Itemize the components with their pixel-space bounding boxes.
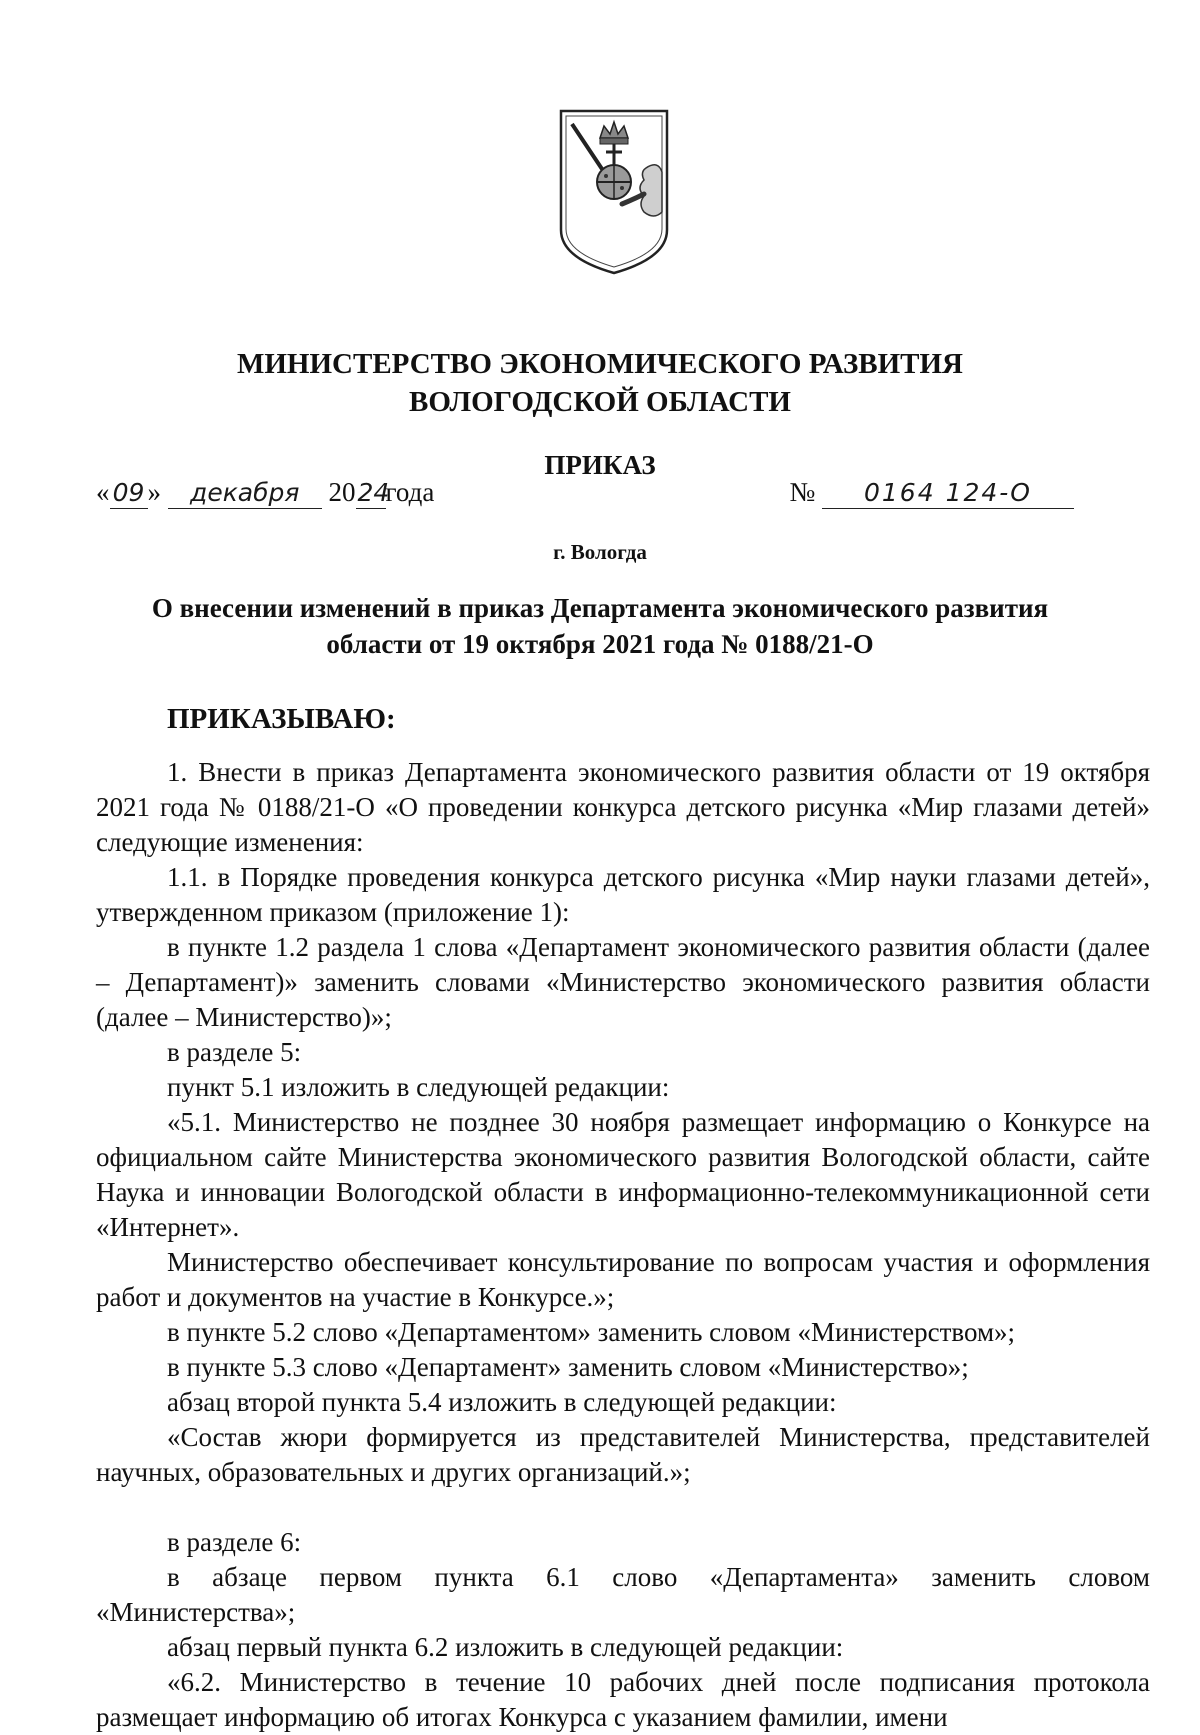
- ministry-name: [0, 345, 1200, 421]
- coat-of-arms-emblem: [558, 108, 670, 276]
- subject-line2: области от 19 октября 2021 года № 0188/21-О: [326, 629, 874, 659]
- paragraph: абзац первый пункта 6.2 изложить в следующей редакции:: [167, 1632, 844, 1662]
- ministry-name-line2: ВОЛОГОДСКОЙ ОБЛАСТИ: [409, 386, 791, 418]
- date-word: года: [385, 477, 435, 507]
- paragraph: «Состав жюри формируется из представителей Министерства, представителей научных, образовательных и других организаций.»;: [96, 1422, 1150, 1487]
- paragraph: в пункте 1.2 раздела 1 слова «Департамент экономического развития области (далее – Департамент)» заменить словами «Министерство экономического развития области (далее – Министерство)»;: [96, 932, 1150, 1032]
- paragraph: в пункте 5.2 слово «Департаментом» заменить словом «Министерством»;: [167, 1317, 1016, 1347]
- order-title: ПРИКАЗ: [544, 450, 656, 480]
- paragraph: «6.2. Министерство в течение 10 рабочих дней после подписания протокола размещает информацию об итогах Конкурса с указанием фамилии, имени: [96, 1667, 1150, 1732]
- date-day: 09: [110, 478, 148, 509]
- paragraph: в абзаце первом пункта 6.1 слово «Департамента» заменить словом «Министерства»;: [96, 1562, 1150, 1627]
- paragraph: 1.1. в Порядке проведения конкурса детского рисунка «Мир науки глазами детей», утвержденном приказом (приложение 1):: [96, 862, 1150, 927]
- directive-heading: ПРИКАЗЫВАЮ:: [167, 703, 396, 735]
- paragraph: «5.1. Министерство не позднее 30 ноября размещает информацию о Конкурсе на официальном сайте Министерства экономического развития Вологодской области, сайте Наука и инновации Вологодской области в информационно-телекоммуникационной сети «Интернет».: [96, 1107, 1150, 1242]
- number-sign: №: [789, 477, 816, 507]
- city: г. Вологда: [553, 540, 647, 564]
- date-month: декабря: [168, 478, 322, 509]
- number-value: 0164 124-О: [822, 478, 1074, 509]
- paragraph: пункт 5.1 изложить в следующей редакции:: [167, 1072, 670, 1102]
- coat-of-arms-icon: [558, 108, 670, 276]
- paragraph: Министерство обеспечивает консультирование по вопросам участия и оформления работ и документов на участие в Конкурсе.»;: [96, 1247, 1150, 1312]
- date-year-prefix: 20: [328, 477, 356, 507]
- paragraph: в пункте 5.3 слово «Департамент» заменить словом «Министерство»;: [167, 1352, 969, 1382]
- order-number: [789, 477, 1074, 509]
- date-open-quote: «: [96, 477, 110, 507]
- subject-line1: О внесении изменений в приказ Департамента экономического развития: [151, 593, 1049, 623]
- order-date: [96, 477, 434, 509]
- order-subject: [0, 590, 1200, 662]
- paragraph: в разделе 6:: [167, 1527, 302, 1557]
- paragraph: 1. Внести в приказ Департамента экономического развития области от 19 октября 2021 года № 0188/21-О «О проведении конкурса детского рисунка «Мир глазами детей» следующие изменения:: [96, 757, 1150, 857]
- ministry-name-line1: МИНИСТЕРСТВО ЭКОНОМИЧЕСКОГО РАЗВИТИЯ: [237, 348, 963, 380]
- paragraph: в разделе 5:: [167, 1037, 302, 1067]
- paragraph: абзац второй пункта 5.4 изложить в следующей редакции:: [167, 1387, 837, 1417]
- date-year-suffix: 24: [357, 478, 390, 507]
- date-close-quote: »: [147, 477, 161, 507]
- order-body: [96, 755, 1150, 1735]
